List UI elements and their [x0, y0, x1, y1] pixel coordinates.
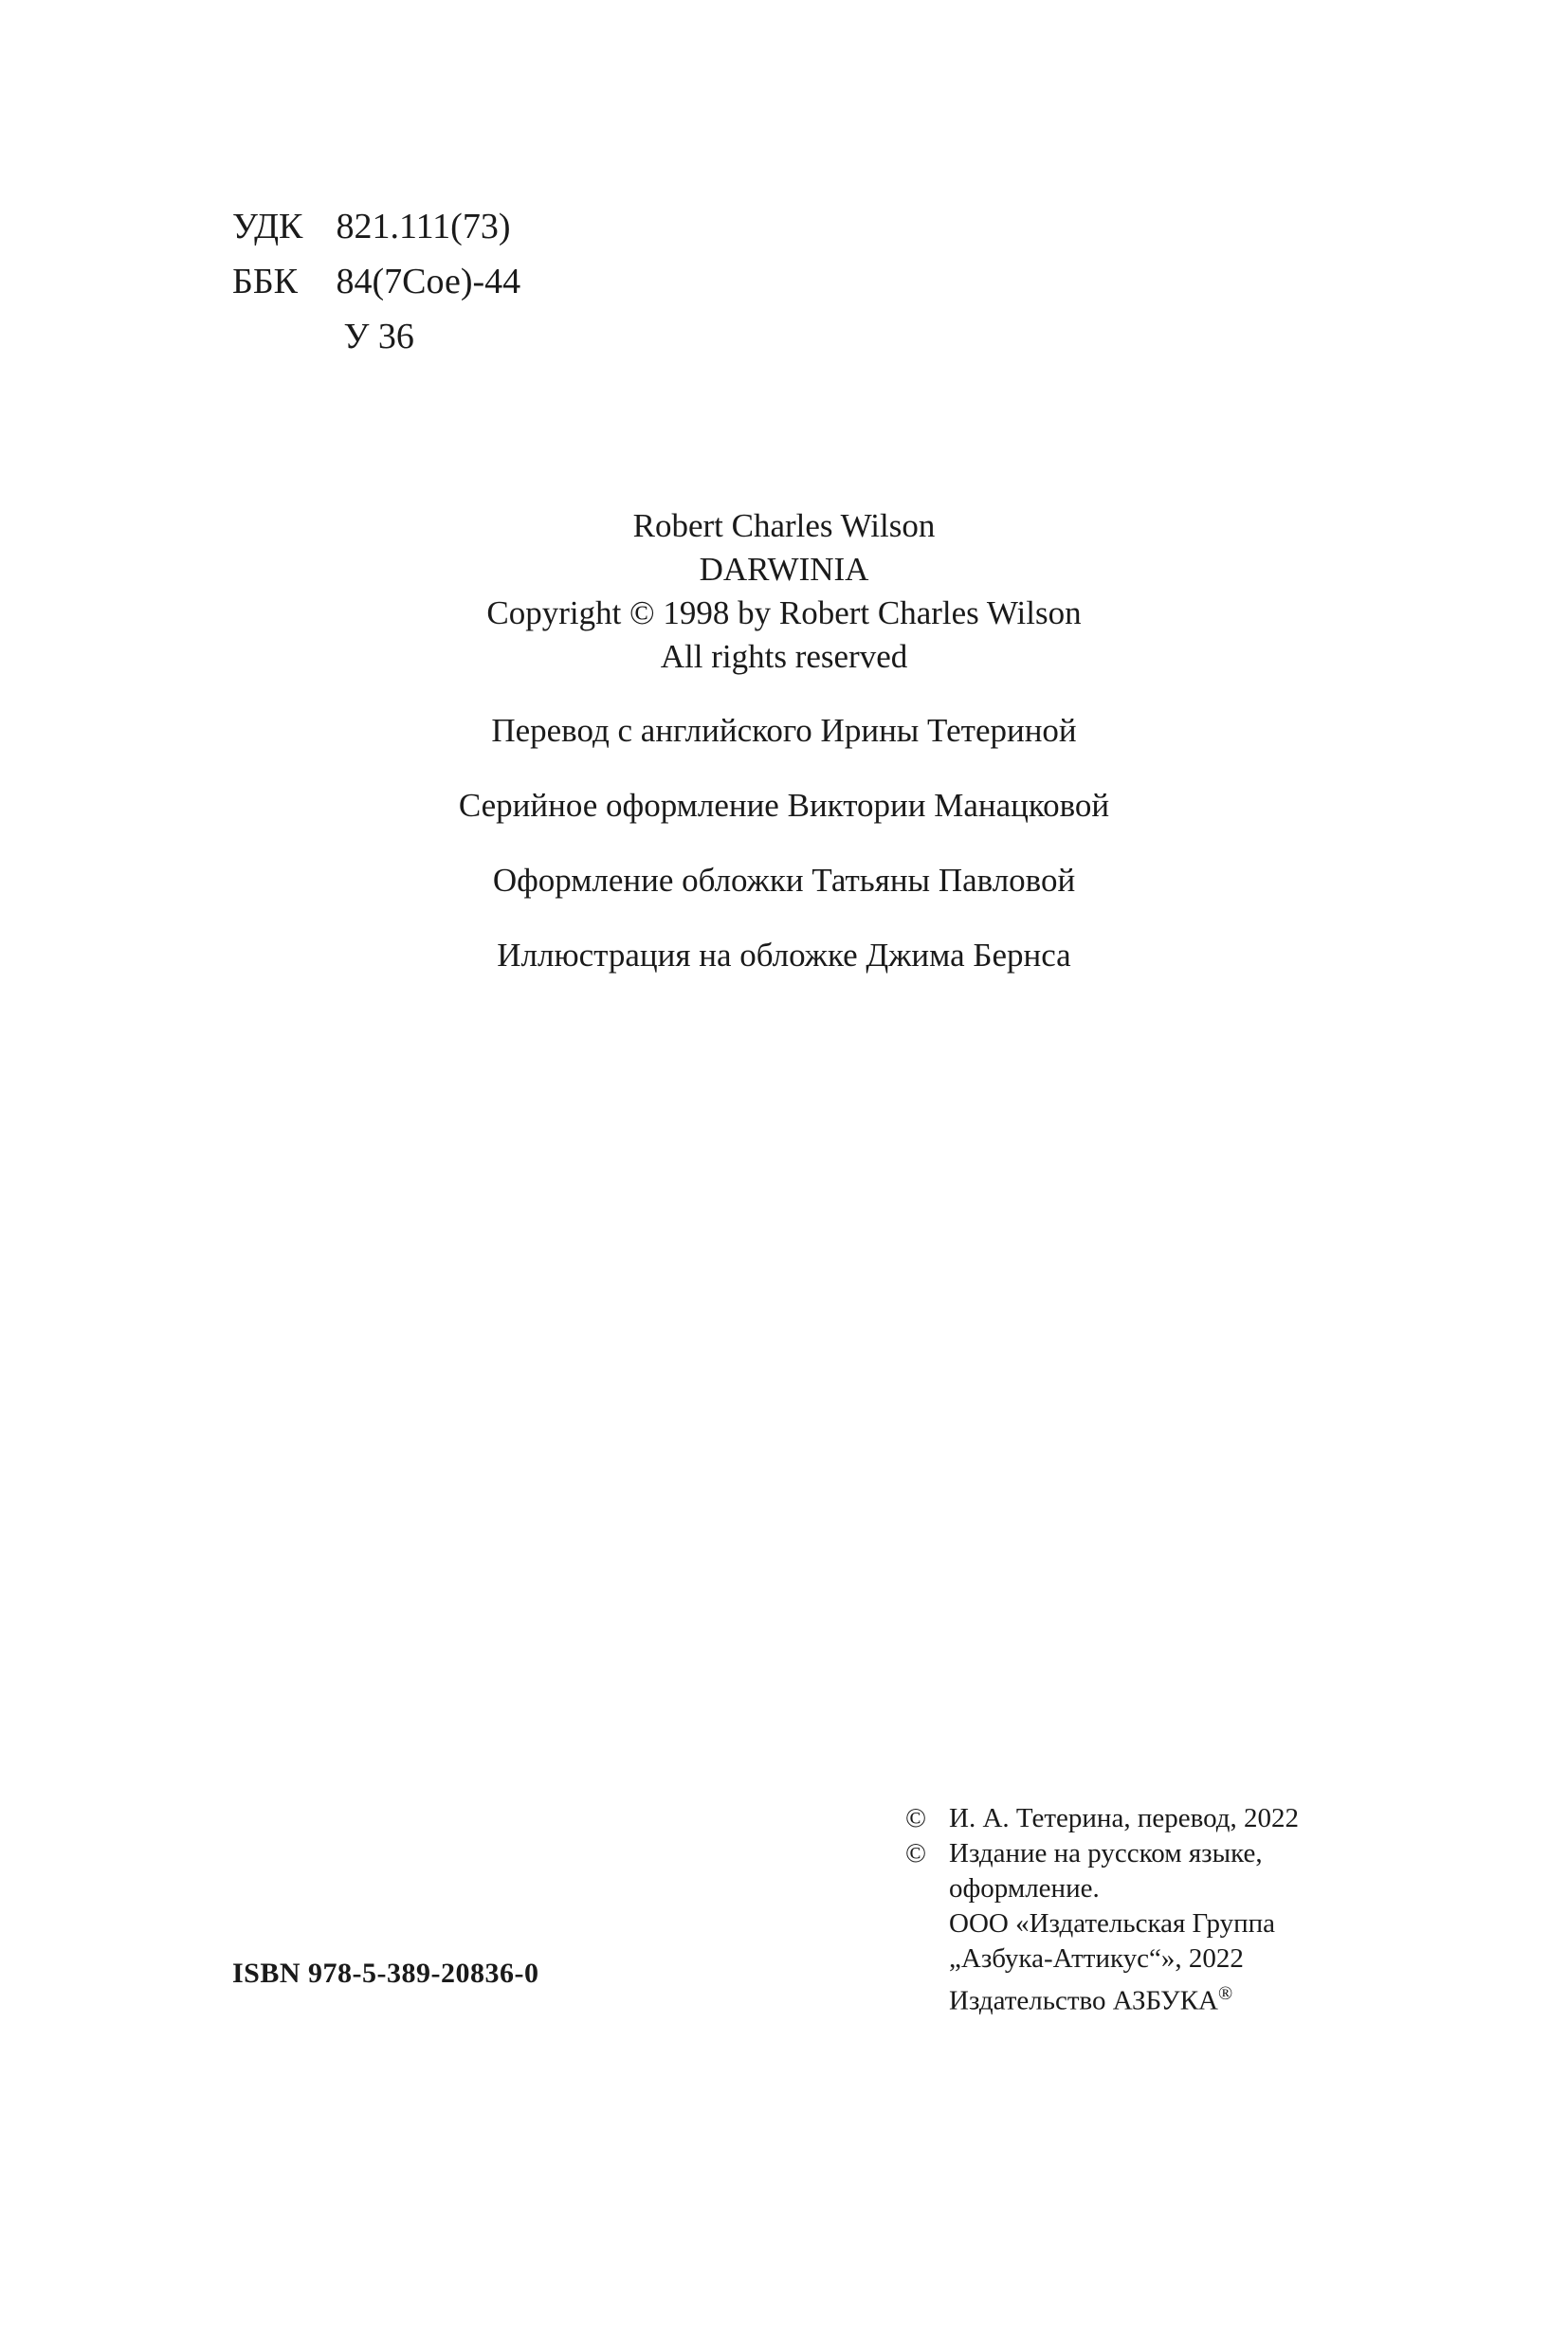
series-design-credit: Серийное оформление Виктории Манацковой: [458, 787, 1110, 824]
translator-copyright-text: И. А. Тетерина, перевод, 2022: [949, 1803, 1299, 1833]
cover-design-credit: Оформление обложки Татьяны Павловой: [492, 862, 1076, 899]
edition-copyright-line-1: Издание на русском языке,: [949, 1838, 1263, 1868]
original-author: Robert Charles Wilson: [632, 507, 936, 544]
original-copyright: Copyright © 1998 by Robert Charles Wilson: [486, 594, 1082, 631]
translation-credit: Перевод с английского Ирины Тетериной: [491, 712, 1077, 749]
original-title: DARWINIA: [699, 551, 869, 588]
udk-label: УДК: [232, 207, 303, 246]
publisher-line: [905, 1977, 1299, 2019]
edition-copyright-line-2: оформление.: [949, 1873, 1100, 1904]
edition-copyright-line-4: „Азбука-Аттикус“», 2022: [949, 1943, 1244, 1974]
original-edition-info: [0, 504, 1568, 679]
author-mark: У 36: [343, 317, 414, 356]
bbk-value: 84(7Сое)-44: [336, 262, 521, 301]
edition-copyright-line-3: ООО «Издательская Группа: [949, 1908, 1276, 1939]
copyright-notices: [905, 1801, 1299, 2019]
copyright-symbol: ©: [905, 1838, 927, 1868]
registered-mark: ®: [1217, 1983, 1233, 2004]
udk-value: 821.111(73): [336, 207, 511, 246]
edition-copyright: [905, 1836, 1299, 1871]
publisher-name: Издательство АЗБУКА: [949, 1985, 1218, 2016]
copyright-symbol: ©: [905, 1803, 927, 1833]
cover-illustration-credit: Иллюстрация на обложке Джима Бернса: [497, 937, 1071, 974]
rights-reserved: All rights reserved: [660, 638, 908, 675]
author-mark-row: [232, 309, 520, 364]
isbn: ISBN 978-5-389-20836-0: [232, 1958, 539, 1989]
udk-row: [232, 199, 520, 254]
credits-block: [0, 504, 1568, 977]
bbk-row: [232, 254, 520, 309]
translator-copyright: [905, 1801, 1299, 1836]
classification-block: [232, 199, 520, 364]
bbk-label: ББК: [232, 262, 298, 301]
